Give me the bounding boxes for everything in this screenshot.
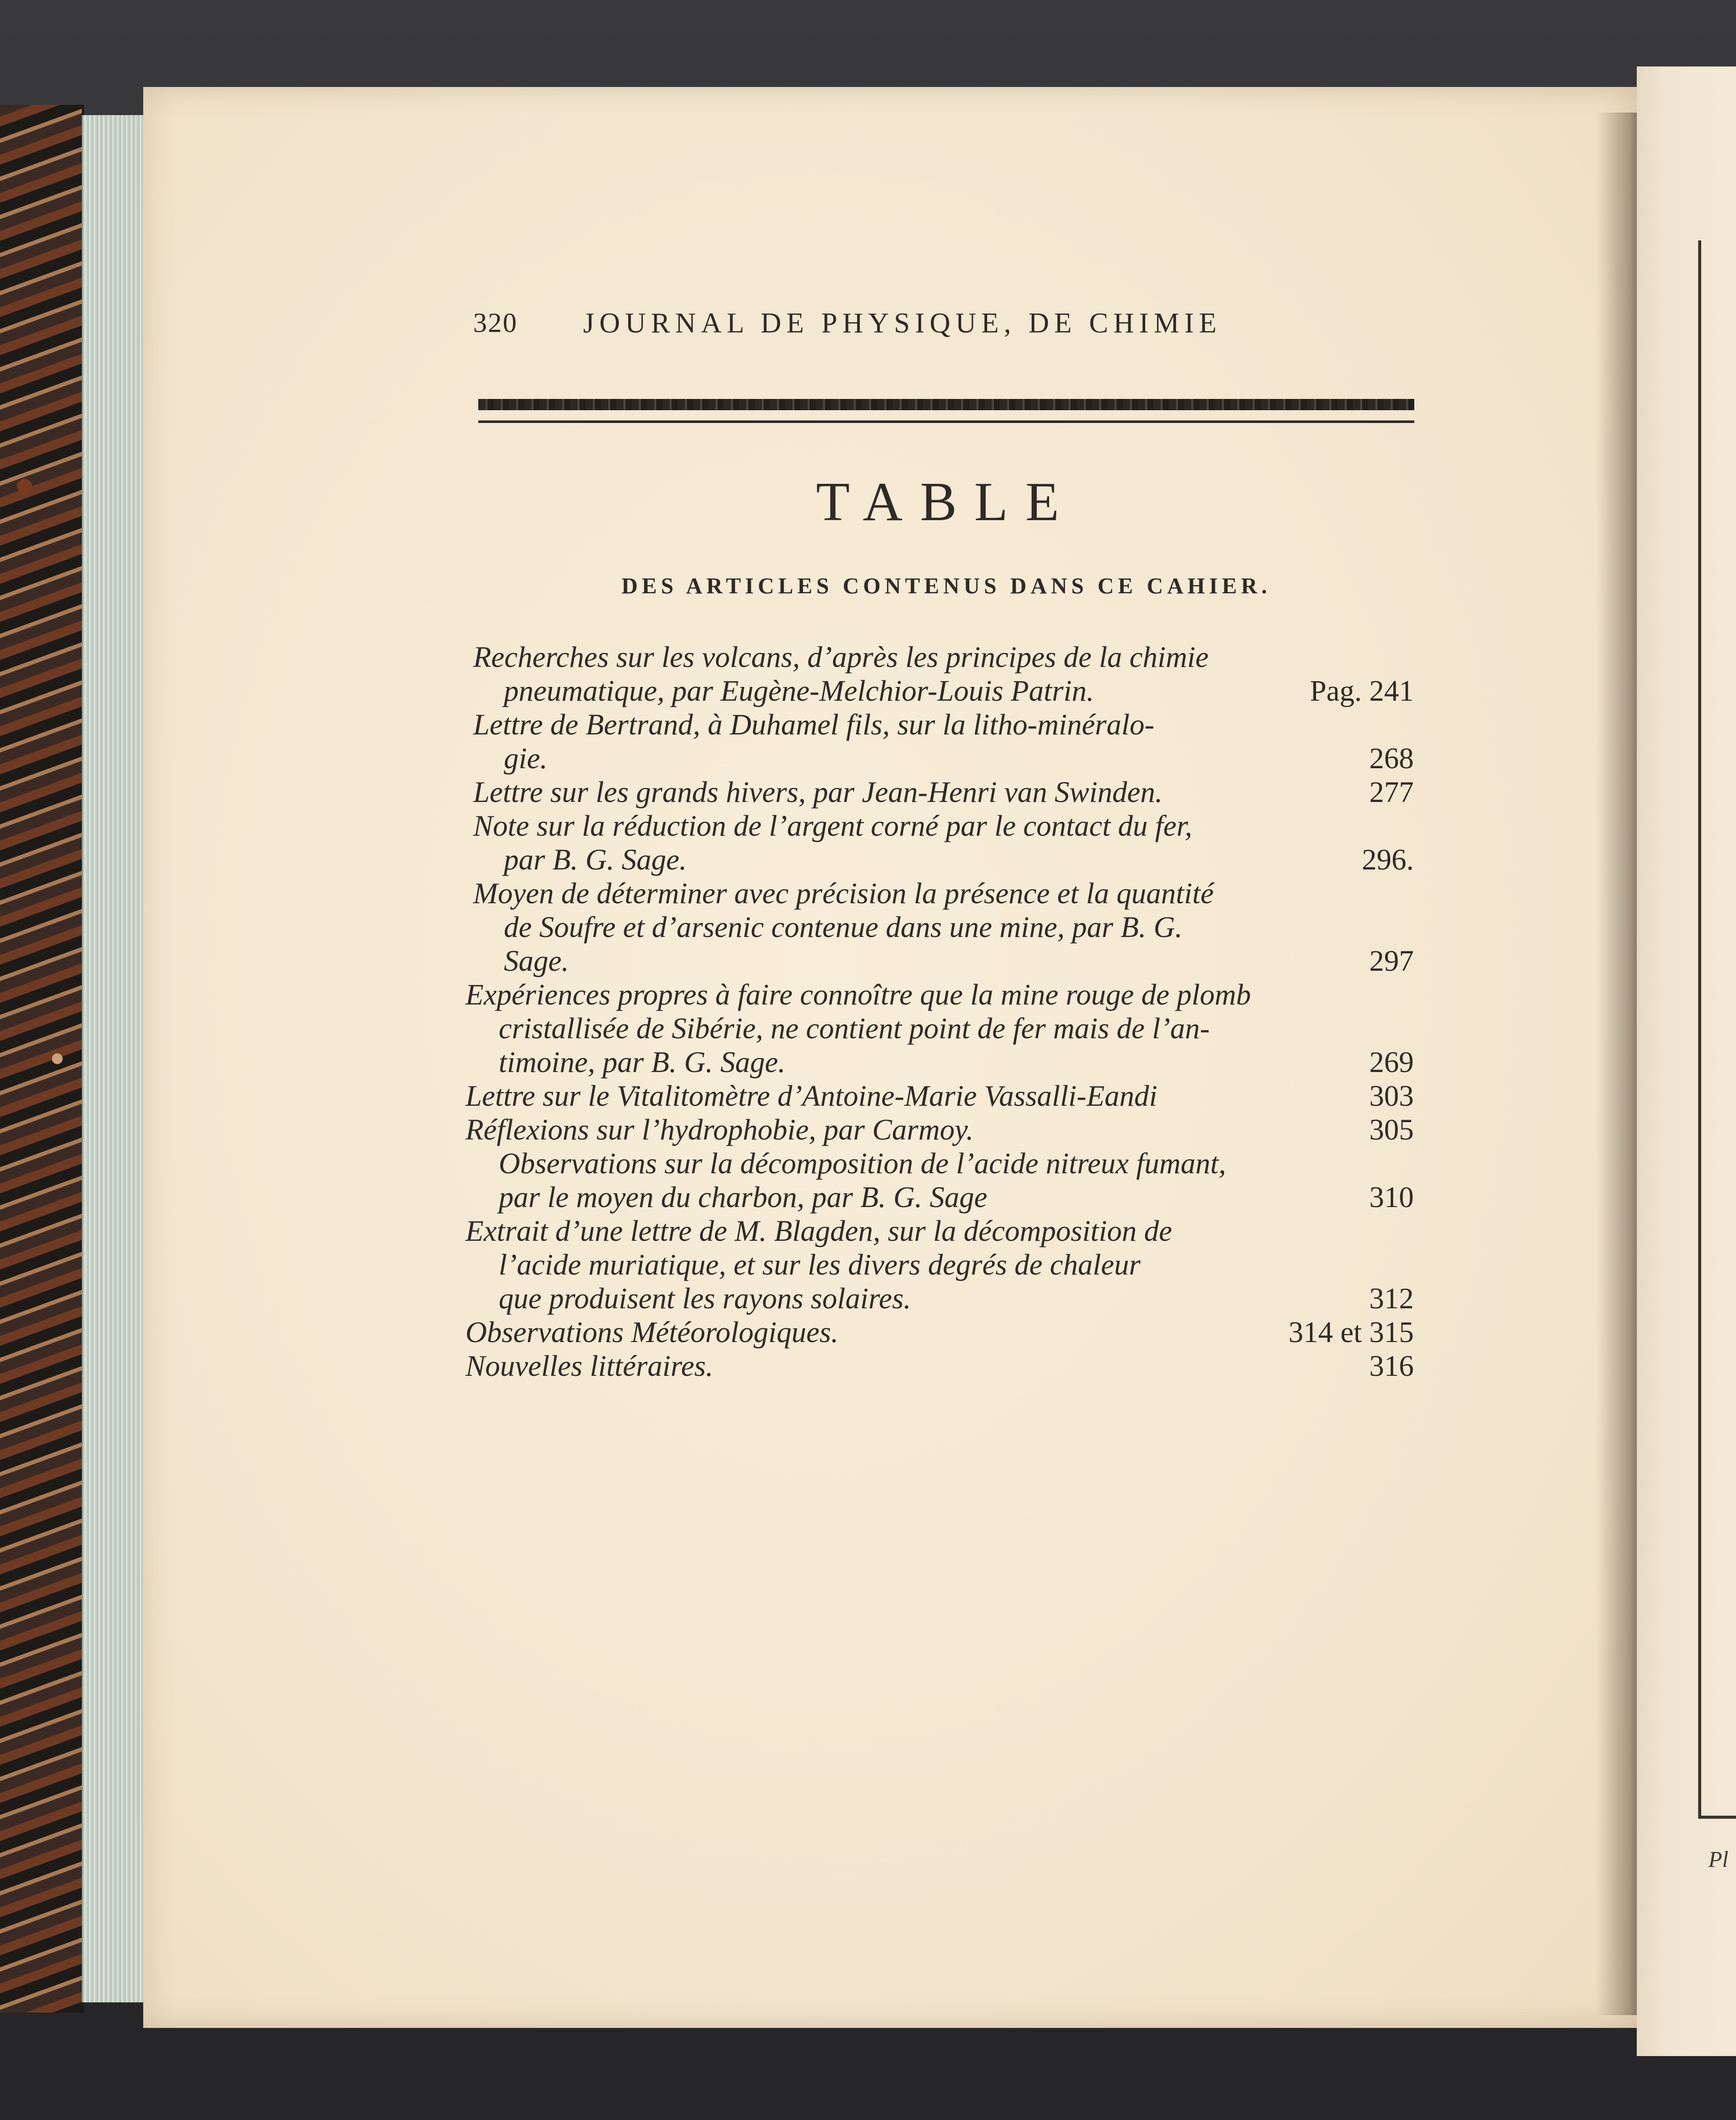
toc-line — [0, 1179, 1736, 1215]
toc-line-page: 297 — [1369, 944, 1414, 977]
toc-line — [0, 876, 1736, 911]
toc-line — [0, 1213, 1736, 1249]
toc-line-text: timoine, par B. G. Sage. — [499, 1045, 786, 1079]
toc-line — [0, 842, 1736, 878]
toc-line-page: 268 — [1369, 742, 1414, 775]
toc-line-text: Observations sur la décomposition de l’acide nitreux fumant, — [499, 1147, 1226, 1180]
toc-line — [0, 808, 1736, 844]
toc-line — [0, 707, 1736, 743]
toc-line-text: Réflexions sur l’hydrophobie, par Carmoy. — [465, 1113, 974, 1146]
toc-line-text: Nouvelles littéraires. — [465, 1349, 714, 1382]
toc-line — [0, 1281, 1736, 1316]
toc-line — [0, 909, 1736, 945]
toc-line — [0, 977, 1736, 1013]
toc-line-text: Sage. — [504, 944, 569, 977]
toc-line-text: Note sur la réduction de l’argent corné par le contact du fer, — [473, 809, 1192, 842]
toc-line-text: Observations Météorologiques. — [465, 1315, 839, 1349]
page-number: 320 — [473, 307, 518, 338]
toc-line-page: 303 — [1369, 1079, 1414, 1112]
toc-line — [0, 1044, 1736, 1080]
toc-line-text: Expériences propres à faire connoître que la mine rouge de plomb — [465, 978, 1251, 1011]
toc-line — [0, 639, 1736, 675]
toc-line-text: Lettre sur les grands hivers, par Jean-Henri van Swinden. — [473, 775, 1163, 809]
toc-line-text: Extrait d’une lettre de M. Blagden, sur la décomposition de — [465, 1214, 1172, 1247]
toc-line-page: 277 — [1369, 775, 1414, 809]
toc-line-text: de Soufre et d’arsenic contenue dans une mine, par B. G. — [504, 910, 1183, 944]
toc-line-text: Moyen de déterminer avec précision la présence et la quantité — [473, 877, 1214, 910]
facing-plate-caption: Pl — [1708, 1847, 1729, 1872]
toc-line-text: par le moyen du charbon, par B. G. Sage — [499, 1180, 988, 1214]
toc-line-page: 305 — [1369, 1113, 1414, 1146]
header-rule-thin — [478, 420, 1414, 423]
toc-line-text: pneumatique, par Eugène-Melchior-Louis Patrin. — [504, 674, 1094, 707]
toc-line-page: 312 — [1369, 1282, 1414, 1315]
running-head: JOURNAL DE PHYSIQUE, DE CHIMIE — [583, 307, 1222, 339]
toc-line-page: 314 et 315 — [1288, 1315, 1414, 1349]
table-title: TABLE — [816, 472, 1077, 532]
toc-line — [0, 741, 1736, 776]
toc-line-text: l’acide muriatique, et sur les divers degrés de chaleur — [499, 1248, 1141, 1281]
toc-line-page: 316 — [1369, 1349, 1414, 1382]
toc-line-page: Pag. 241 — [1310, 674, 1414, 707]
toc-line — [0, 943, 1736, 979]
toc-line — [0, 774, 1736, 810]
table-subtitle: DES ARTICLES CONTENUS DANS CE CAHIER. — [621, 573, 1271, 598]
toc-line-text: Lettre de Bertrand, à Duhamel fils, sur la litho-minéralo- — [473, 708, 1154, 741]
toc-line-text: Recherches sur les volcans, d’après les principes de la chimie — [473, 640, 1209, 674]
toc-line-text: Lettre sur le Vitalitomètre d’Antoine-Marie Vassalli-Eandi — [465, 1079, 1158, 1112]
toc-line — [0, 673, 1736, 709]
toc-line-page: 269 — [1369, 1045, 1414, 1079]
toc-line-page: 296. — [1362, 843, 1414, 876]
toc-line — [0, 1348, 1736, 1384]
toc-line-page: 310 — [1369, 1180, 1414, 1214]
toc-line-text: gie. — [504, 742, 548, 775]
toc-line-text: que produisent les rayons solaires. — [499, 1282, 911, 1315]
toc-line — [0, 1146, 1736, 1181]
toc-line — [0, 1112, 1736, 1148]
toc-line-text: par B. G. Sage. — [504, 843, 687, 876]
toc-line — [0, 1314, 1736, 1350]
header-rule-thick — [478, 399, 1414, 410]
toc-line — [0, 1011, 1736, 1046]
toc-line-text: cristallisée de Sibérie, ne contient point de fer mais de l’an- — [499, 1012, 1210, 1045]
toc-line — [0, 1078, 1736, 1114]
toc-line — [0, 1247, 1736, 1283]
